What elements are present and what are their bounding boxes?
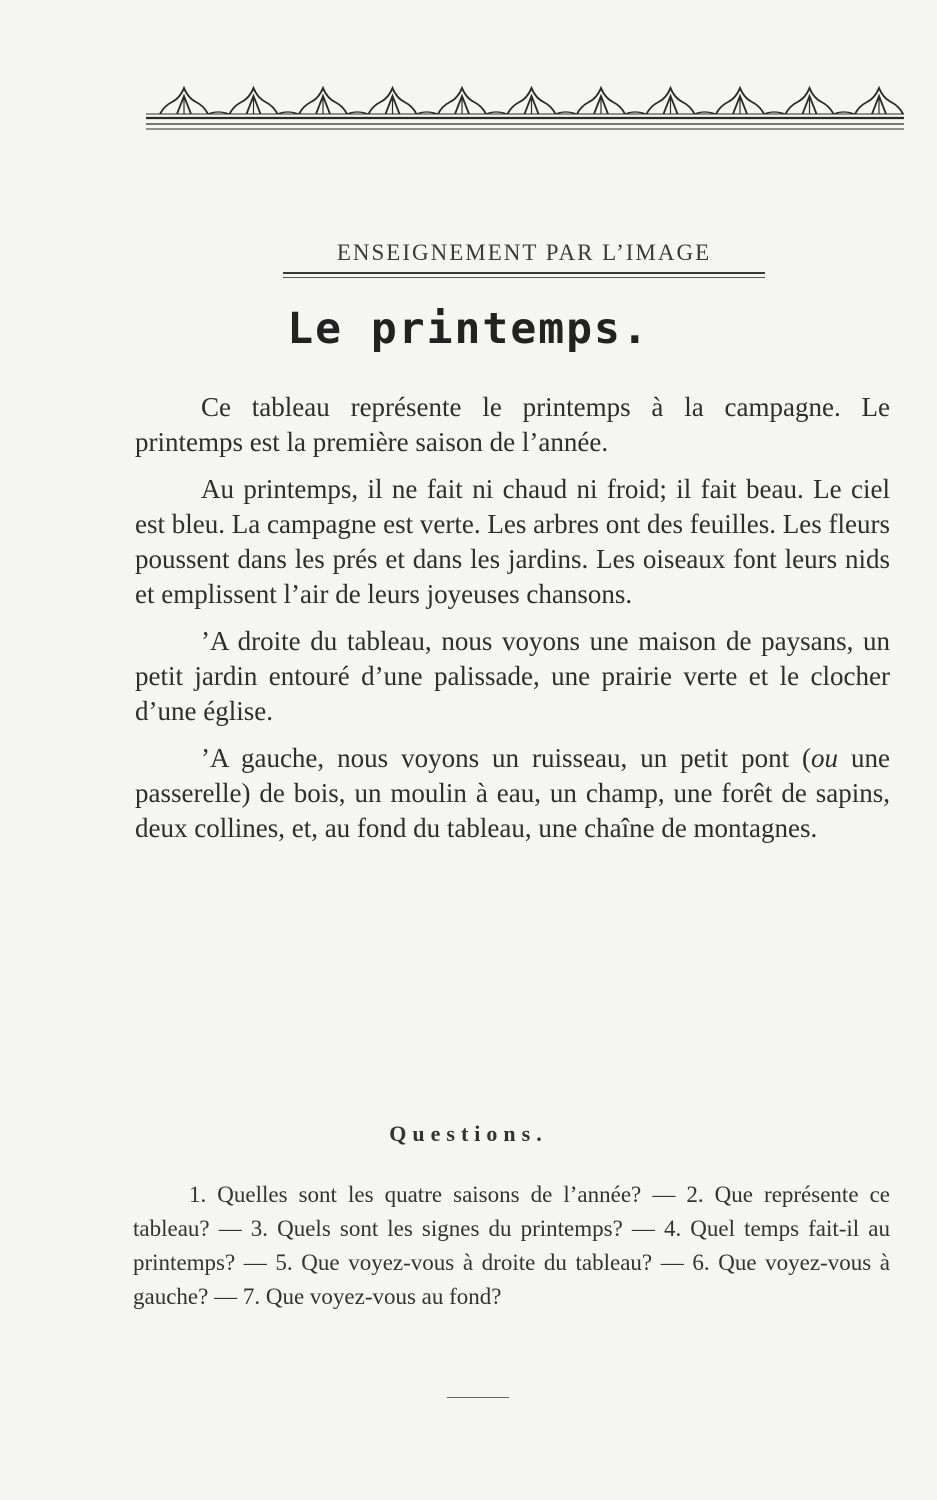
questions-list: 1. Quelles sont les quatre saisons de l’année? — 2. Que représente ce tableau? — 3. Quels sont les signes du printemps? — 4. Quel temps fait-il au printemps? — 5. Que voyez-vous à droite du tableau? — 6. Que voyez-vous à gauche? — 7. Que voyez-vous au fond? (133, 1182, 890, 1309)
end-rule (447, 1397, 509, 1398)
ornament-arch-motif (577, 88, 646, 114)
questions-heading: Questions. (389, 1121, 548, 1146)
ornament-arch-motif (299, 88, 368, 114)
paragraph-4-italic: ou (811, 742, 839, 773)
ornament-arch-motif (160, 88, 229, 114)
ornament-arch-motif (508, 88, 577, 114)
ornament-arch-motif (369, 88, 438, 114)
ornament-arch-motif (786, 88, 855, 114)
ornament-arch-motif (855, 88, 904, 114)
ornament-arch-motif (647, 88, 716, 114)
paragraph-4-end: une passerelle) de bois, un moulin à eau, un champ, une forêt de sapins, deux collines, et, au fond du tableau, une chaîne de montagnes. (135, 742, 890, 844)
page-title: Le printemps. (287, 304, 650, 354)
paragraph-4-start: ’A gauche, nous voyons un ruisseau, un petit pont ( (201, 742, 812, 773)
paragraph-2: Au printemps, il ne fait ni chaud ni froid; il fait beau. Le ciel est bleu. La campagne est verte. Les arbres ont des feuilles. Les fleurs poussent dans les prés et dans les jardins. Les oiseaux font leurs nids et emplissent l’air de leurs joyeuses chansons. (135, 473, 890, 610)
section-header: ENSEIGNEMENT PAR L’IMAGE (283, 240, 765, 274)
decorative-border-ornament (146, 84, 904, 134)
paragraph-3: ’A droite du tableau, nous voyons une maison de paysans, un petit jardin entouré d’une palissade, une prairie verte et le clocher d’une église. (135, 625, 890, 727)
lesson-text (135, 390, 890, 858)
paragraph-1: Ce tableau représente le printemps à la campagne. Le printemps est la première saison de l’année. (135, 392, 890, 458)
ornament-arch-motif (716, 88, 785, 114)
ornament-arch-motif (230, 88, 299, 114)
ornament-arch-motif (438, 88, 507, 114)
paragraph-4 (135, 741, 890, 847)
